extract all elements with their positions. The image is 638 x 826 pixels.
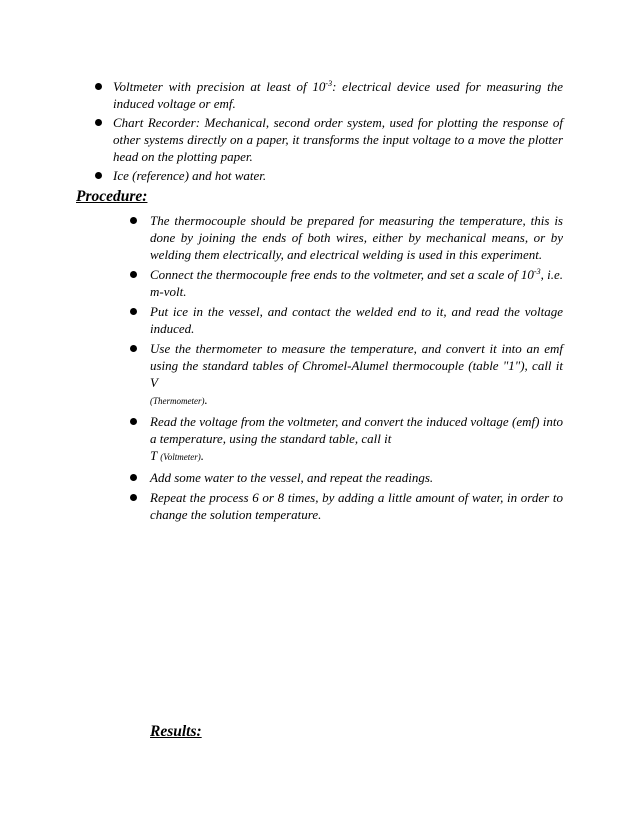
list-item-text-part: Use the thermometer to measure the temperature, and convert it into an emf using the standard tables of Chromel-Alumel thermocouple (table "1"), call it V <box>150 341 563 390</box>
list-item-text: Repeat the process 6 or 8 times, by adding a little amount of water, in order to change the solution temperature. <box>150 490 563 522</box>
list-item <box>150 303 563 337</box>
list-item <box>150 212 563 263</box>
bullet-icon <box>130 418 137 425</box>
list-item <box>150 469 563 486</box>
list-item-text <box>150 266 563 300</box>
list-item-text <box>150 413 563 466</box>
bullet-icon <box>95 172 102 179</box>
list-item-text: Add some water to the vessel, and repeat the readings. <box>150 470 434 485</box>
list-item <box>150 340 563 410</box>
list-item-text: Put ice in the vessel, and contact the welded end to it, and read the voltage induced. <box>150 304 563 336</box>
list-item-text: Ice (reference) and hot water. <box>113 168 267 183</box>
bullet-icon <box>130 217 137 224</box>
subscript-label: (Thermometer) <box>150 396 205 406</box>
superscript: -3 <box>325 79 333 88</box>
list-item-text-part: Voltmeter with precision at least of 10 <box>113 79 326 94</box>
list-item-text-part: , i.e. m-volt. <box>150 267 563 299</box>
list-item <box>150 489 563 523</box>
bullet-icon <box>130 345 137 352</box>
superscript: -3 <box>533 267 541 276</box>
results-heading: Results: <box>150 723 202 740</box>
bullet-icon <box>130 271 137 278</box>
list-item-text: Chart Recorder: Mechanical, second order system, used for plotting the response of other systems directly on a paper, it transforms the input voltage to a move the plotter head on the plotting paper. <box>113 115 563 164</box>
list-item <box>113 78 563 112</box>
bullet-icon <box>95 83 102 90</box>
list-item-text <box>113 78 563 112</box>
bullet-icon <box>130 474 137 481</box>
equipment-list <box>113 78 563 186</box>
bullet-icon <box>130 494 137 501</box>
list-item <box>113 167 563 184</box>
list-item-text-part: . <box>204 392 208 407</box>
list-item-text-part: Connect the thermocouple free ends to the voltmeter, and set a scale of 10 <box>150 267 534 282</box>
list-item-text: The thermocouple should be prepared for measuring the temperature, this is done by joining the ends of both wires, either by mechanical means, or by welding them electrically, and electrical welding is used in this experiment. <box>150 213 563 262</box>
procedure-heading: Procedure: <box>76 188 148 205</box>
procedure-list <box>150 212 563 526</box>
list-item-text <box>150 340 563 410</box>
symbol: T <box>150 448 157 463</box>
bullet-icon <box>130 308 137 315</box>
list-item-text-part: Read the voltage from the voltmeter, and convert the induced voltage (emf) into a temperature, using the standard table, call it <box>150 414 563 446</box>
list-item-text-part: . <box>200 448 204 463</box>
list-item <box>150 413 563 466</box>
bullet-icon <box>95 119 102 126</box>
subscript-label: (Voltmeter) <box>160 452 201 462</box>
list-item-text-part: : electrical device used for measuring the induced voltage or emf. <box>113 79 563 111</box>
list-item <box>150 266 563 300</box>
list-item <box>113 114 563 165</box>
